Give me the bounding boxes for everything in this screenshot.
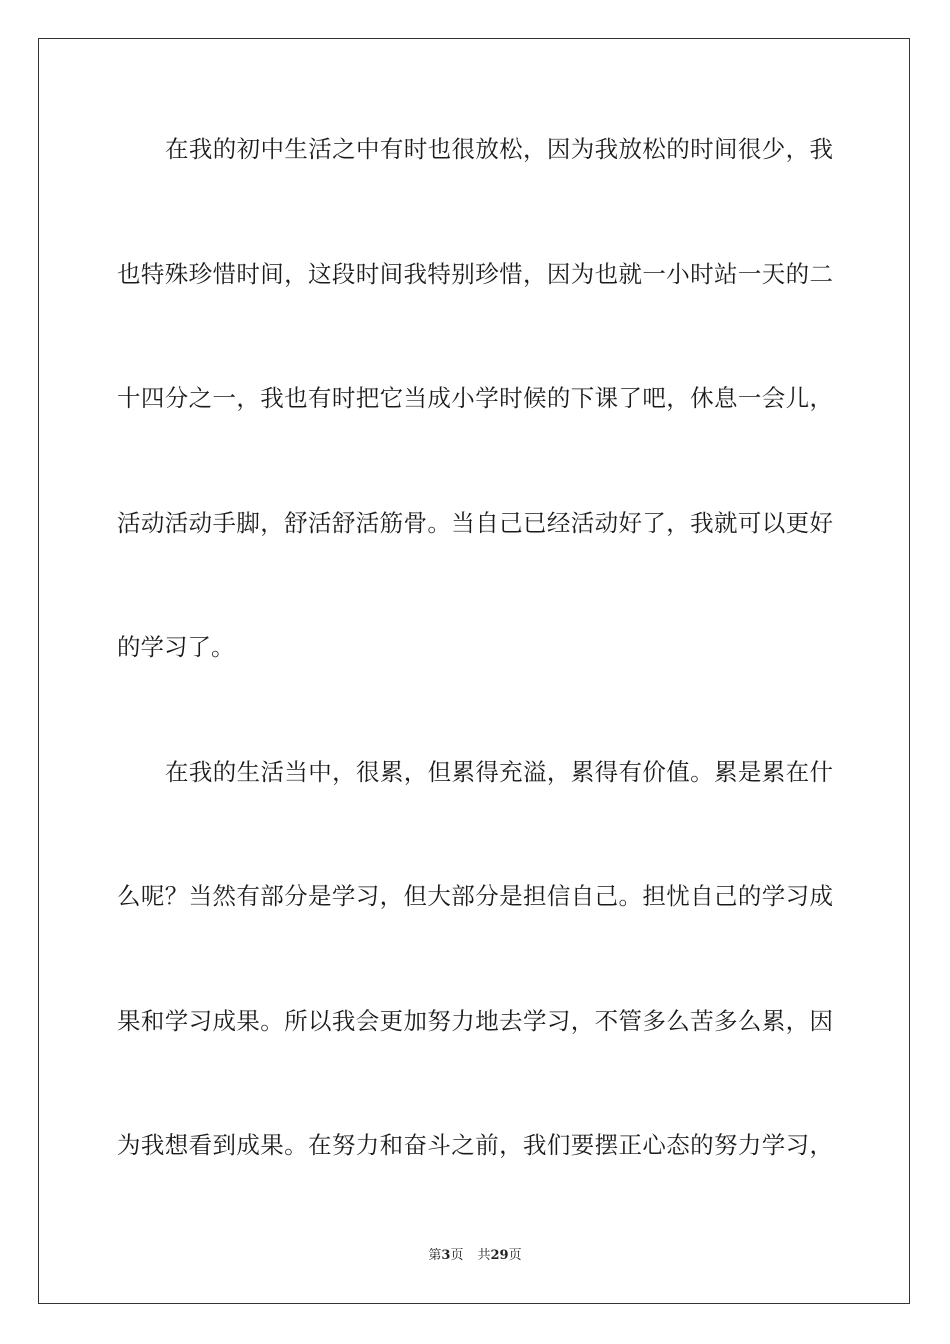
paragraph-1-line-2: 也特殊珍惜时间，这段时间我特别珍惜，因为也就一小时站一天的二 (117, 260, 833, 288)
footer-total-prefix: 共 (477, 1248, 491, 1263)
footer-page-current: 3 (441, 1248, 451, 1263)
paragraph-1-line-3: 十四分之一，我也有时把它当成小学时候的下课了吧，休息一会儿， (117, 384, 833, 412)
page-frame (38, 38, 910, 1304)
paragraph-1-line-1: 在我的初中生活之中有时也很放松，因为我放松的时间很少，我 (165, 135, 833, 163)
footer-page-prefix: 第 (428, 1248, 442, 1263)
paragraph-2-line-3: 果和学习成果。所以我会更加努力地去学习，不管多么苦多么累，因 (117, 1007, 833, 1035)
paragraph-1-line-5: 的学习了。 (117, 633, 235, 661)
footer-page-suffix: 页 (450, 1248, 464, 1263)
paragraph-2-line-4: 为我想看到成果。在努力和奋斗之前，我们要摆正心态的努力学习， (117, 1131, 833, 1159)
paragraph-1-line-4: 活动活动手脚，舒活舒活筋骨。当自己已经活动好了，我就可以更好 (117, 509, 833, 537)
footer-page-total: 29 (490, 1248, 509, 1263)
paragraph-2-line-2: 么呢？当然有部分是学习，但大部分是担信自己。担忧自己的学习成 (117, 882, 833, 910)
footer-total-suffix: 页 (508, 1248, 522, 1263)
paragraph-2-line-1: 在我的生活当中，很累，但累得充溢，累得有价值。累是累在什 (165, 758, 833, 786)
page-footer (0, 1246, 950, 1266)
